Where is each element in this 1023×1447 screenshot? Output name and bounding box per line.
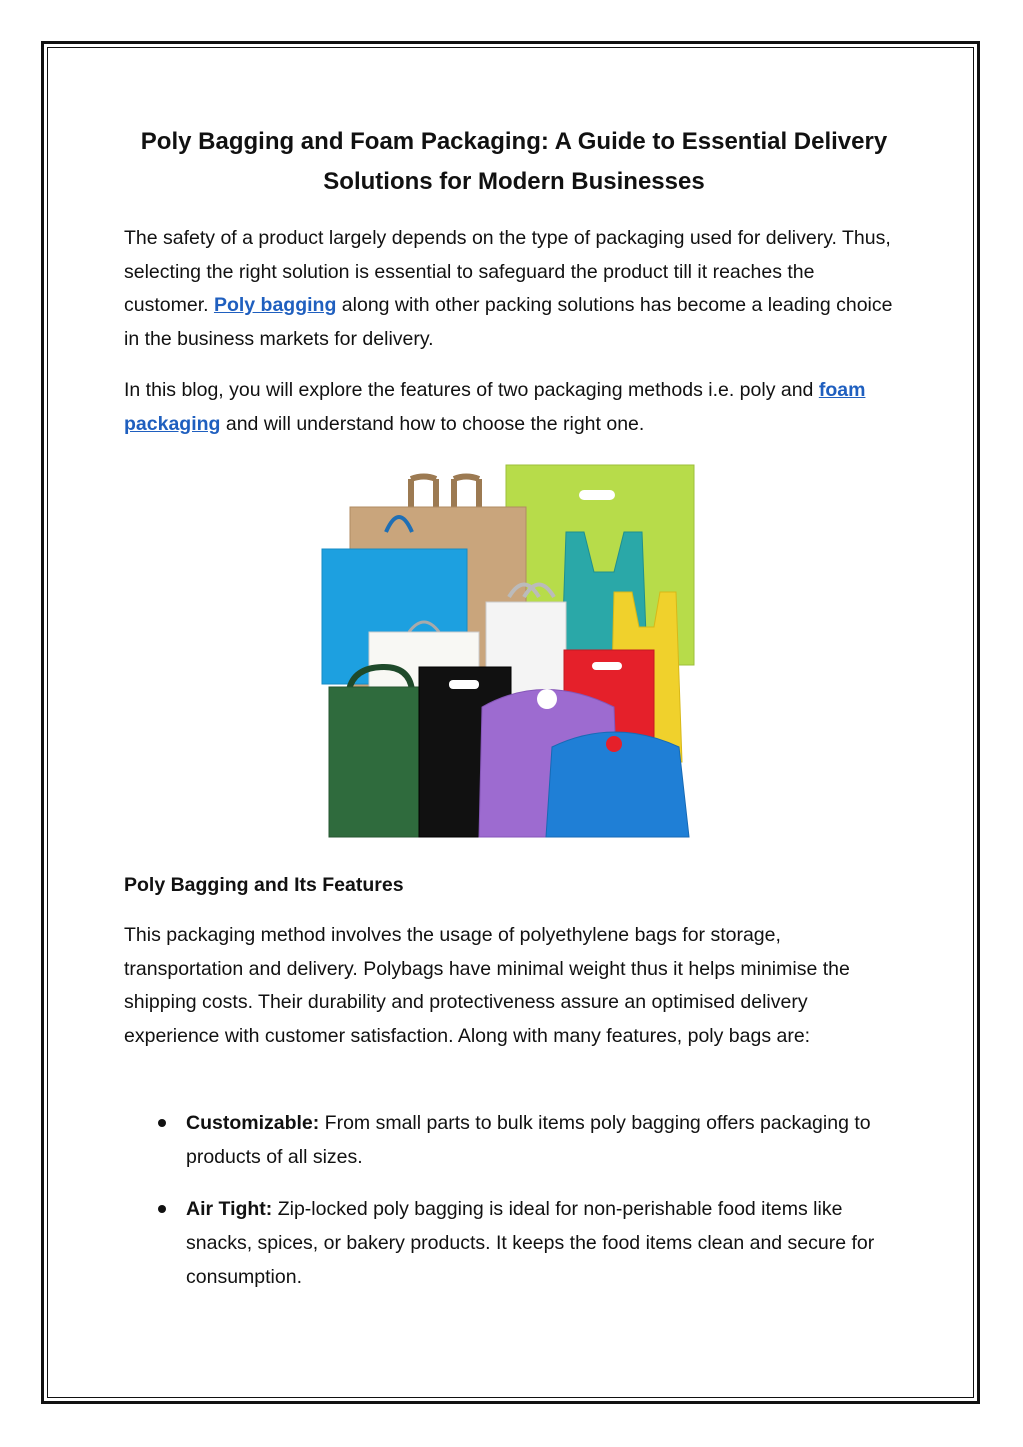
- intro-paragraph-2: In this blog, you will explore the features of two packaging methods i.e. poly and foam packaging and will understand how to choose the right one.: [124, 379, 866, 435]
- intro-paragraph-1: The safety of a product largely depends on the type of packaging used for delivery. Thus, selecting the right solution is essential to safeguard the product till it reaches the customer. Poly bagging along with other packing solutions has become a leading choice in the business markets for delivery.: [124, 227, 893, 350]
- list-item: Air Tight: Zip-locked poly bagging is ideal for non-perishable food items like snacks, spices, or bakery products. It keeps the food items clean and secure for consumption.: [124, 1192, 904, 1294]
- bullet-icon: [158, 1119, 166, 1127]
- section-heading: Poly Bagging and Its Features: [124, 874, 404, 896]
- foam-packaging-link[interactable]: foam packaging: [124, 379, 866, 435]
- bullet-icon: [158, 1205, 166, 1213]
- feature-list-item-2: [124, 1192, 904, 1294]
- list-item: Customizable: From small parts to bulk items poly bagging offers packaging to products of all sizes.: [124, 1106, 904, 1174]
- shopping-bags-image: [314, 462, 714, 847]
- document-content: [124, 122, 904, 1288]
- shopping-bags-illustration: [314, 462, 714, 847]
- feature-list-item-1: [124, 1106, 904, 1174]
- section-paragraph: This packaging method involves the usage of polyethylene bags for storage, transportation and delivery. Polybags have minimal weight thus it helps minimise the shipping costs. Their durability and protectiveness assure an optimised delivery experience with customer satisfaction. Along with many features, poly bags are:: [124, 924, 850, 1047]
- poly-bagging-link[interactable]: Poly bagging: [213, 294, 337, 316]
- page-title: Poly Bagging and Foam Packaging: A Guide to Essential Delivery Solutions for Modern Businesses: [140, 128, 888, 195]
